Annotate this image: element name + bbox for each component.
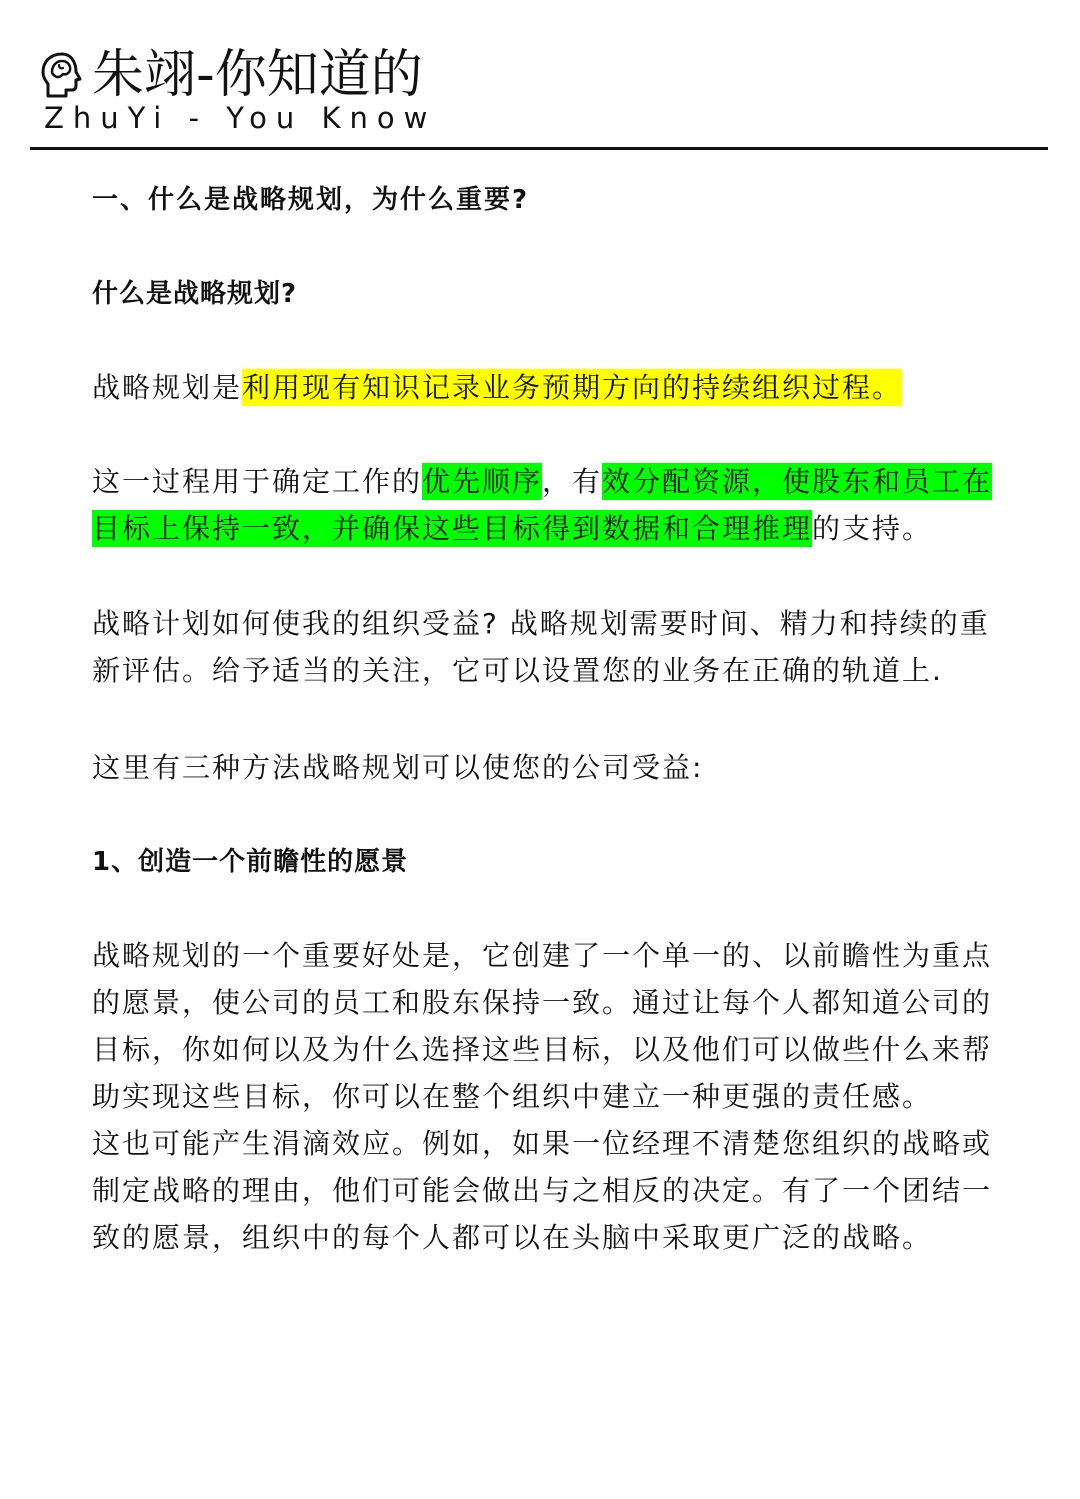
benefit-paragraph: 战略计划如何使我的组织受益? 战略规划需要时间、精力和持续的重新评估。给予适当的关注，它可以设置您的业务在正确的轨道上. (92, 607, 990, 687)
purpose-highlight-resources: 效分配资源，使股东和员工在目标上保持一致，并确保这些目标得到数据和合理推理 (92, 465, 993, 545)
purpose-paragraph (92, 458, 1012, 552)
head-profile-icon (38, 50, 86, 100)
header-divider (30, 147, 1048, 150)
purpose-mid: ，有 (542, 465, 603, 498)
brand-title: 朱翊-你知道的 (92, 45, 423, 105)
purpose-prefix: 这一过程用于确定工作的 (92, 465, 423, 498)
brand-subtitle: ZhuYi - You Know (44, 101, 437, 135)
point1-heading: 1、创造一个前瞻性的愿景 (92, 847, 409, 877)
purpose-highlight-priority: 优先顺序 (422, 465, 543, 498)
point1-paragraph2: 这也可能产生涓滴效应。例如，如果一位经理不清楚您组织的战略或制定战略的理由，他们可能会做出与之相反的决定。有了一个团结一致的愿景，组织中的每个人都可以在头脑中采取更广泛的战略。 (92, 1127, 993, 1254)
purpose-suffix: 的支持。 (812, 512, 933, 545)
subheading: 什么是战略规划? (92, 279, 298, 309)
definition-prefix: 战略规划是 (92, 371, 243, 404)
section-heading: 一、什么是战略规划，为什么重要? (92, 185, 530, 215)
point1-paragraph1: 战略规划的一个重要好处是，它创建了一个单一的、以前瞻性为重点的愿景，使公司的员工和股东保持一致。通过让每个人都知道公司的目标，你如何以及为什么选择这些目标，以及他们可以做些什么来帮助实现这些目标，你可以在整个组织中建立一种更强的责任感。 (92, 939, 993, 1113)
methods-intro: 这里有三种方法战略规划可以使您的公司受益: (92, 751, 704, 784)
brand-header (34, 44, 1044, 144)
definition-highlight: 利用现有知识记录业务预期方向的持续组织过程。 (242, 371, 903, 404)
definition-paragraph (92, 364, 1012, 411)
